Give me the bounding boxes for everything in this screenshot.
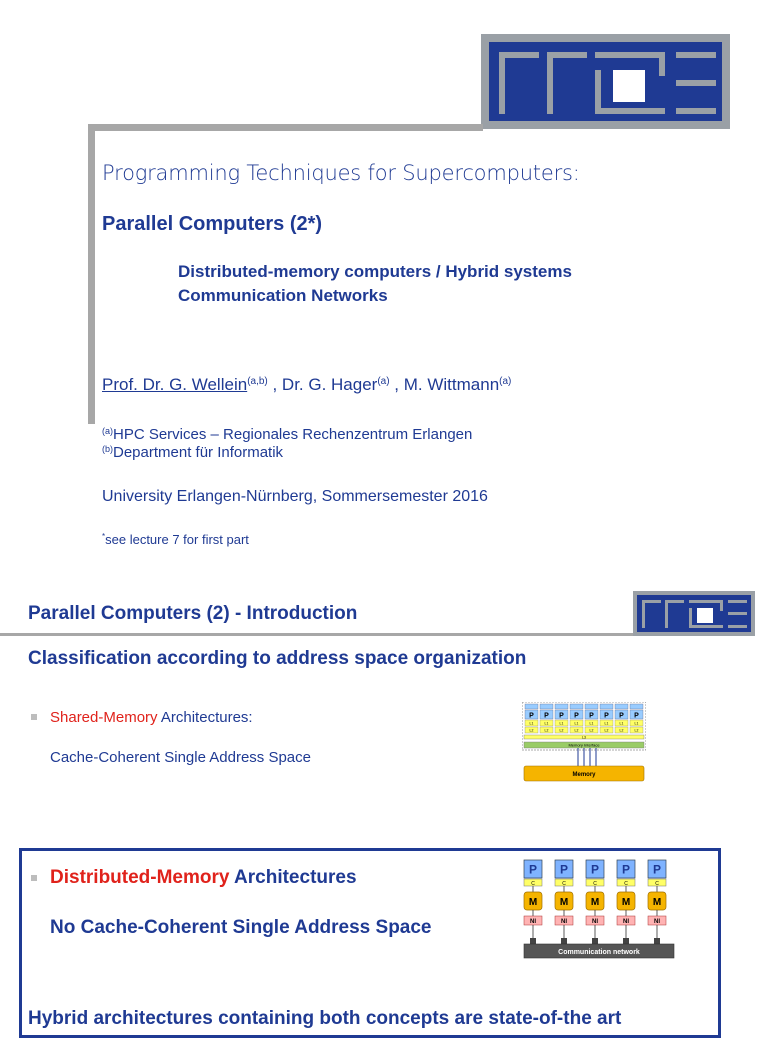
- affiliation-a-text: HPC Services – Regionales Rechenzentrum Erlangen: [113, 426, 473, 443]
- shared-proc-label: P: [634, 712, 639, 720]
- shared-top-cell: [525, 704, 538, 709]
- dist-port: [530, 938, 536, 944]
- dist-cache-label: C: [593, 881, 597, 887]
- shared-l2-label: L2: [619, 728, 624, 733]
- shared-l1-label: L1: [574, 721, 579, 726]
- affiliation-a: [102, 426, 472, 443]
- shared-proc-label: P: [529, 712, 534, 720]
- shared-top-cell: [600, 704, 613, 709]
- bullet-icon: [31, 714, 37, 720]
- authors-line: [102, 375, 511, 395]
- cache-coherent-text: Cache-Coherent Single Address Space: [50, 749, 311, 766]
- shared-l1-label: L1: [589, 721, 594, 726]
- shared-top-cell: [630, 704, 643, 709]
- shared-proc-label: P: [604, 712, 609, 720]
- university-line: University Erlangen-Nürnberg, Sommersemester 2016: [102, 488, 488, 505]
- dist-ni-label: NI: [530, 919, 536, 925]
- dist-mem-label: M: [528, 897, 538, 908]
- shared-proc-label: P: [544, 712, 549, 720]
- dist-cache-label: C: [655, 881, 659, 887]
- shared-memory-rest: Architectures:: [157, 709, 253, 726]
- dist-ni-label: NI: [592, 919, 598, 925]
- affiliation-b-text: Department für Informatik: [113, 444, 284, 461]
- shared-proc-label: P: [559, 712, 564, 720]
- shared-l1-label: L1: [544, 721, 549, 726]
- dist-port: [654, 938, 660, 944]
- dist-cache-label: C: [531, 881, 535, 887]
- shared-proc-label: P: [589, 712, 594, 720]
- distributed-memory-bullet: [50, 867, 357, 889]
- shared-top-cell: [555, 704, 568, 709]
- shared-proc-label: P: [619, 712, 624, 720]
- classification-heading: Classification according to address space organization: [28, 648, 527, 669]
- author-wellein-sup: (a,b): [247, 376, 268, 387]
- shared-l2-label: L2: [559, 728, 564, 733]
- shared-memory-diagram: [522, 702, 646, 782]
- footnote-text: see lecture 7 for first part: [105, 532, 249, 547]
- dist-port: [623, 938, 629, 944]
- shared-l1-label: L1: [529, 721, 534, 726]
- lecture-subtitle-1: Distributed-memory computers / Hybrid systems: [178, 262, 572, 281]
- distributed-memory-diagram: [520, 858, 678, 962]
- affiliation-b: [102, 444, 283, 461]
- dist-proc-label: P: [621, 862, 631, 877]
- dist-port: [561, 938, 567, 944]
- dist-mem-label: M: [652, 897, 662, 908]
- footnote: [102, 532, 249, 547]
- author-wittmann-sup: (a): [499, 376, 512, 387]
- dist-mem-label: M: [621, 897, 631, 908]
- author-wellein: Prof. Dr. G. Wellein: [102, 375, 248, 394]
- shared-memory-highlight: Shared-Memory: [50, 709, 158, 726]
- rrze-logo-large: [481, 34, 730, 129]
- dist-cache-label: C: [562, 881, 566, 887]
- author-wittmann: , M. Wittmann: [389, 375, 500, 394]
- dist-ni-label: NI: [561, 919, 567, 925]
- dist-ni-label: NI: [623, 919, 629, 925]
- shared-top-cell: [570, 704, 583, 709]
- shared-l2-label: L2: [589, 728, 594, 733]
- shared-l2-label: L2: [544, 728, 549, 733]
- shared-top-cell: [540, 704, 553, 709]
- shared-l1-label: L1: [619, 721, 624, 726]
- l3-label: L3: [582, 735, 586, 740]
- shared-memory-bullet: [50, 709, 253, 726]
- shared-l2-label: L2: [574, 728, 579, 733]
- shared-top-cell: [585, 704, 598, 709]
- dist-mem-label: M: [559, 897, 569, 908]
- title-frame-top-rule: [88, 124, 483, 131]
- slide2-header: Parallel Computers (2) - Introduction: [28, 603, 358, 624]
- shared-l2-label: L2: [529, 728, 534, 733]
- lecture-title: Parallel Computers (2*): [102, 213, 323, 235]
- hybrid-statement: Hybrid architectures containing both concepts are state-of-the art: [28, 1008, 622, 1029]
- course-title: Programming Techniques for Supercomputers:: [102, 161, 580, 185]
- rrze-logo-small: [633, 591, 755, 636]
- distributed-memory-rest: Architectures: [229, 867, 357, 888]
- memory-label: Memory: [572, 772, 596, 778]
- shared-l1-label: L1: [559, 721, 564, 726]
- shared-l1-label: L1: [604, 721, 609, 726]
- author-hager-sup: (a): [377, 376, 390, 387]
- footnote-mark: *: [102, 532, 106, 541]
- dist-proc-label: P: [559, 862, 569, 877]
- affiliation-a-sup: (a): [102, 426, 113, 436]
- affiliation-b-sup: (b): [102, 444, 113, 454]
- shared-l1-label: L1: [634, 721, 639, 726]
- memory-interface-label: Memory Interface: [568, 742, 600, 748]
- distributed-memory-highlight: Distributed-Memory: [50, 867, 230, 888]
- dist-proc-label: P: [652, 862, 662, 877]
- dist-proc-label: P: [590, 862, 600, 877]
- shared-proc-label: P: [574, 712, 579, 720]
- shared-l2-label: L2: [634, 728, 639, 733]
- dist-ni-label: NI: [654, 919, 660, 925]
- shared-l2-label: L2: [604, 728, 609, 733]
- dist-port: [592, 938, 598, 944]
- no-cache-coherent-text: No Cache-Coherent Single Address Space: [50, 917, 432, 938]
- dist-proc-label: P: [528, 862, 538, 877]
- communication-network-label: Communication network: [558, 949, 640, 956]
- bullet-icon: [31, 875, 37, 881]
- dist-cache-label: C: [624, 881, 628, 887]
- slide2-header-rule: [0, 633, 633, 636]
- shared-top-cell: [615, 704, 628, 709]
- title-frame-left-rule: [88, 124, 95, 424]
- author-hager: , Dr. G. Hager: [267, 375, 378, 394]
- lecture-subtitle-2: Communication Networks: [178, 286, 388, 305]
- dist-mem-label: M: [590, 897, 600, 908]
